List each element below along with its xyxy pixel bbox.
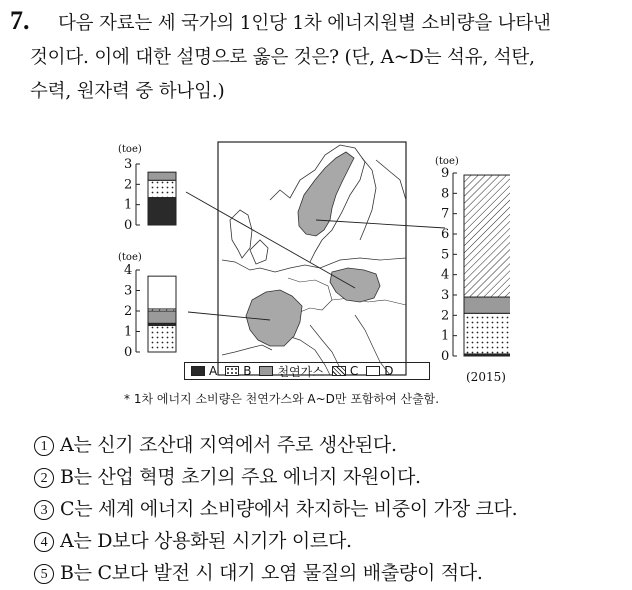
option-number: 1 [34,436,54,456]
option-text: B는 산업 혁명 초기의 주요 에너지 자원이다. [60,466,421,488]
option-number: 2 [34,468,54,488]
option-number: 5 [34,564,54,584]
y-tick-label: 1 [441,328,450,344]
legend-item-c: C [332,364,358,378]
question-text-line-1: 다음 자료는 세 국가의 1인당 1차 에너지원별 소비량을 나타낸 [58,13,551,34]
chart-poland [118,144,176,233]
option-text: C는 세계 에너지 소비량에서 차지하는 비중이 가장 크다. [60,498,518,520]
y-tick-label: 8 [441,186,450,202]
bar-segment-gas [148,311,176,323]
y-tick-label: 9 [441,166,450,181]
bar-segment-B [464,313,510,354]
option-2[interactable] [34,462,421,489]
chart-norway [435,156,510,364]
option-number: 4 [34,532,54,552]
bar-segment-gas [464,297,510,313]
bar-segment-gas [148,172,176,180]
question-text-line-3: 수력, 원자력 중 하나임.) [30,81,225,102]
y-tick-label: 5 [441,247,450,263]
y-tick-label: 2 [124,304,133,319]
question-text-line-2: 것이다. 이에 대한 설명으로 옳은 것은? (단, A~D는 석유, 석탄, [30,47,535,68]
legend-item-a: A [191,364,217,378]
y-tick-label: 3 [441,288,450,303]
bar-segment-A [148,198,176,225]
option-number: 3 [34,500,54,520]
option-text: A는 신기 조산대 지역에서 주로 생산된다. [60,434,397,456]
legend-item-natural-gas: 천연가스 [259,363,323,380]
option-text: B는 C보다 발전 시 대기 오염 물질의 배출량이 적다. [60,562,483,584]
y-tick-label: 3 [124,283,133,299]
bar-segment-C [464,175,510,297]
y-tick-label: 4 [441,267,450,283]
europe-map [186,142,445,375]
footnote: * 1차 에너지 소비량은 천연가스와 A~D만 포함하여 산출함. [124,392,440,406]
bar-segment-D [148,276,176,309]
y-tick-label: 2 [441,308,450,324]
legend-item-d: D [366,364,393,378]
y-tick-label: 1 [124,197,133,213]
y-tick-label: 7 [441,206,450,222]
y-tick-label: 6 [441,227,450,242]
y-tick-label: 1 [124,324,133,340]
y-tick-label: 0 [441,349,450,364]
chart-france [118,252,176,360]
unit-label: (toe) [118,144,142,155]
bar-segment-B [148,180,176,197]
question-number: 7. [10,6,30,35]
option-text: A는 D보다 상용화된 시기가 이르다. [60,530,352,552]
y-tick-label: 2 [124,177,133,193]
option-3[interactable] [34,494,517,521]
bar-segment-B [148,325,176,352]
legend-item-b: B [225,364,251,378]
y-tick-label: 0 [124,218,133,233]
y-tick-label: 3 [124,157,133,172]
y-tick-label: 4 [124,263,133,278]
unit-label: (toe) [435,156,459,167]
option-1[interactable] [34,430,397,457]
option-4[interactable] [34,526,352,553]
chart-legend [184,362,430,380]
data-year: (2015) [466,370,506,384]
unit-label: (toe) [118,252,142,263]
y-tick-label: 0 [124,345,133,360]
option-5[interactable] [34,558,483,585]
